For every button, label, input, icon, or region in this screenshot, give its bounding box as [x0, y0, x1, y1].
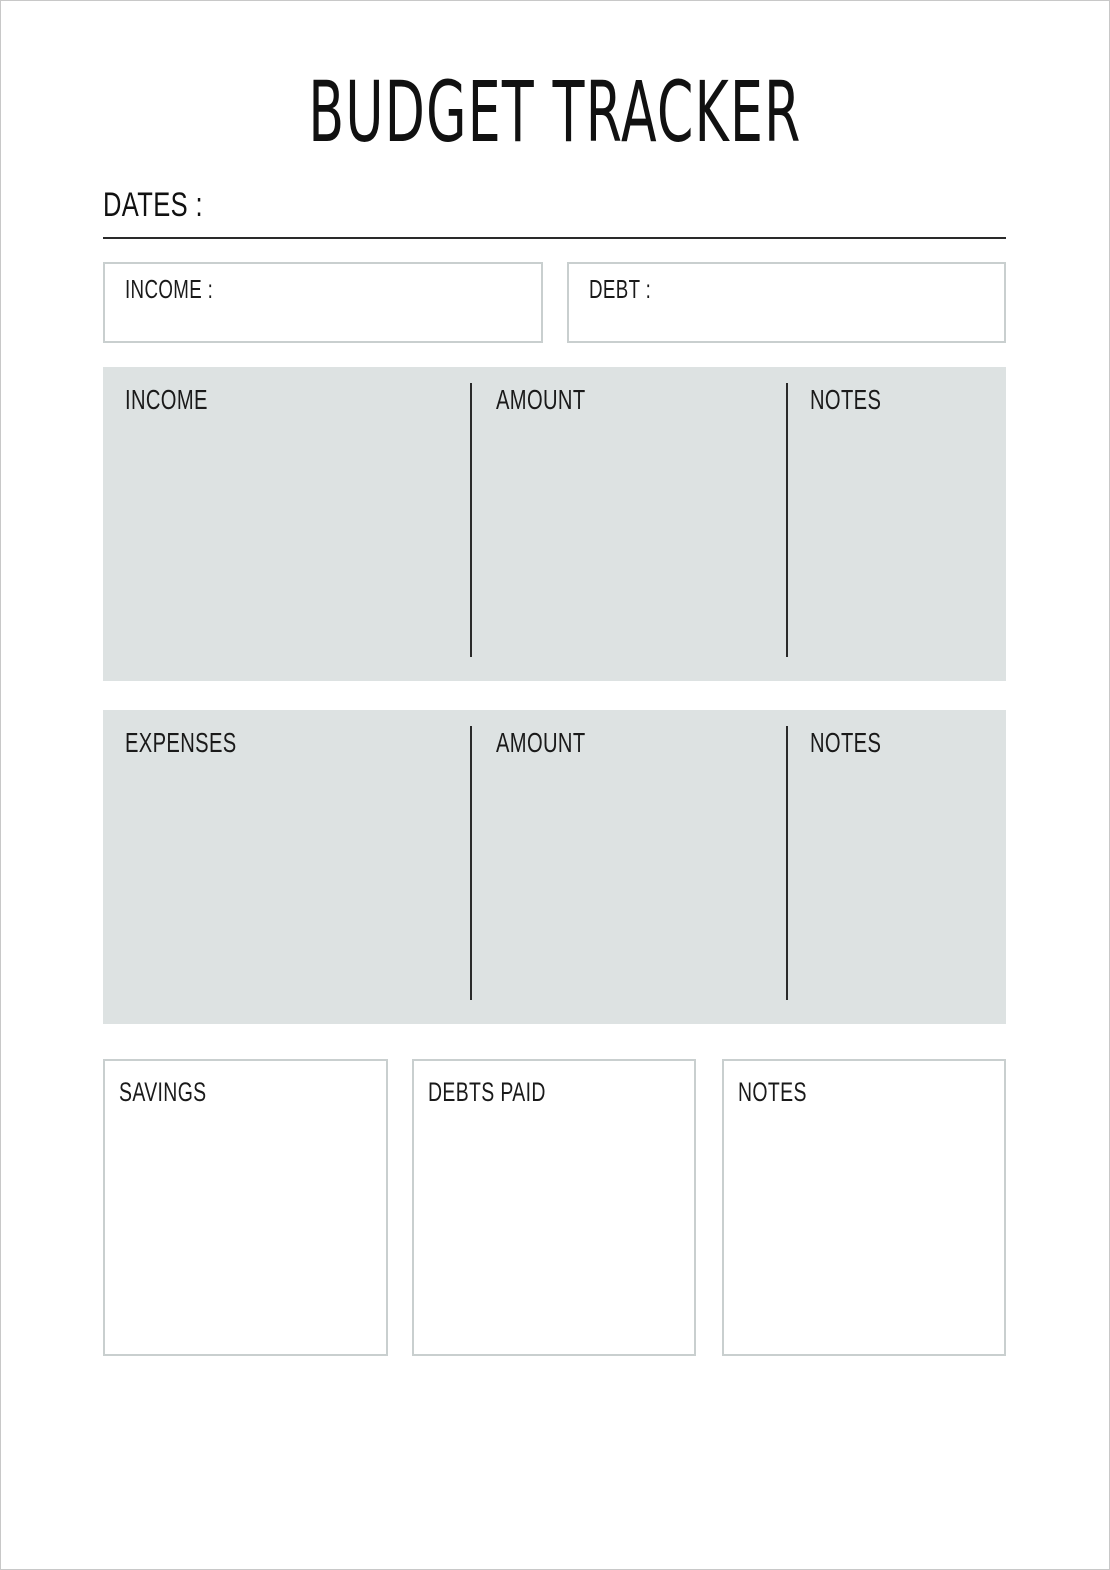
dates-label: DATES :: [103, 186, 203, 224]
page-title: BUDGET TRACKER: [308, 63, 802, 161]
notes-box[interactable]: [722, 1059, 1006, 1356]
income-col-divider-2: [786, 383, 788, 657]
debts-paid-label: DEBTS PAID: [428, 1077, 546, 1107]
expenses-table[interactable]: [103, 710, 1006, 1024]
savings-label: SAVINGS: [119, 1077, 207, 1107]
income-summary-label: INCOME :: [125, 274, 214, 304]
income-notes-col-header: NOTES: [810, 384, 882, 415]
income-col-header: INCOME: [125, 384, 208, 415]
income-amount-col-header: AMOUNT: [496, 384, 586, 415]
income-table[interactable]: [103, 367, 1006, 681]
expenses-notes-col-header: NOTES: [810, 727, 882, 758]
expenses-amount-col-header: AMOUNT: [496, 727, 586, 758]
expenses-col-divider-1: [470, 726, 472, 1000]
savings-box[interactable]: [103, 1059, 388, 1356]
debt-summary-label: DEBT :: [589, 274, 652, 304]
dates-field-line[interactable]: [103, 237, 1006, 239]
income-col-divider-1: [470, 383, 472, 657]
debts-paid-box[interactable]: [412, 1059, 696, 1356]
notes-label: NOTES: [738, 1077, 807, 1107]
debt-summary-box[interactable]: [567, 262, 1006, 343]
expenses-col-header: EXPENSES: [125, 727, 237, 758]
expenses-col-divider-2: [786, 726, 788, 1000]
income-summary-box[interactable]: [103, 262, 543, 343]
